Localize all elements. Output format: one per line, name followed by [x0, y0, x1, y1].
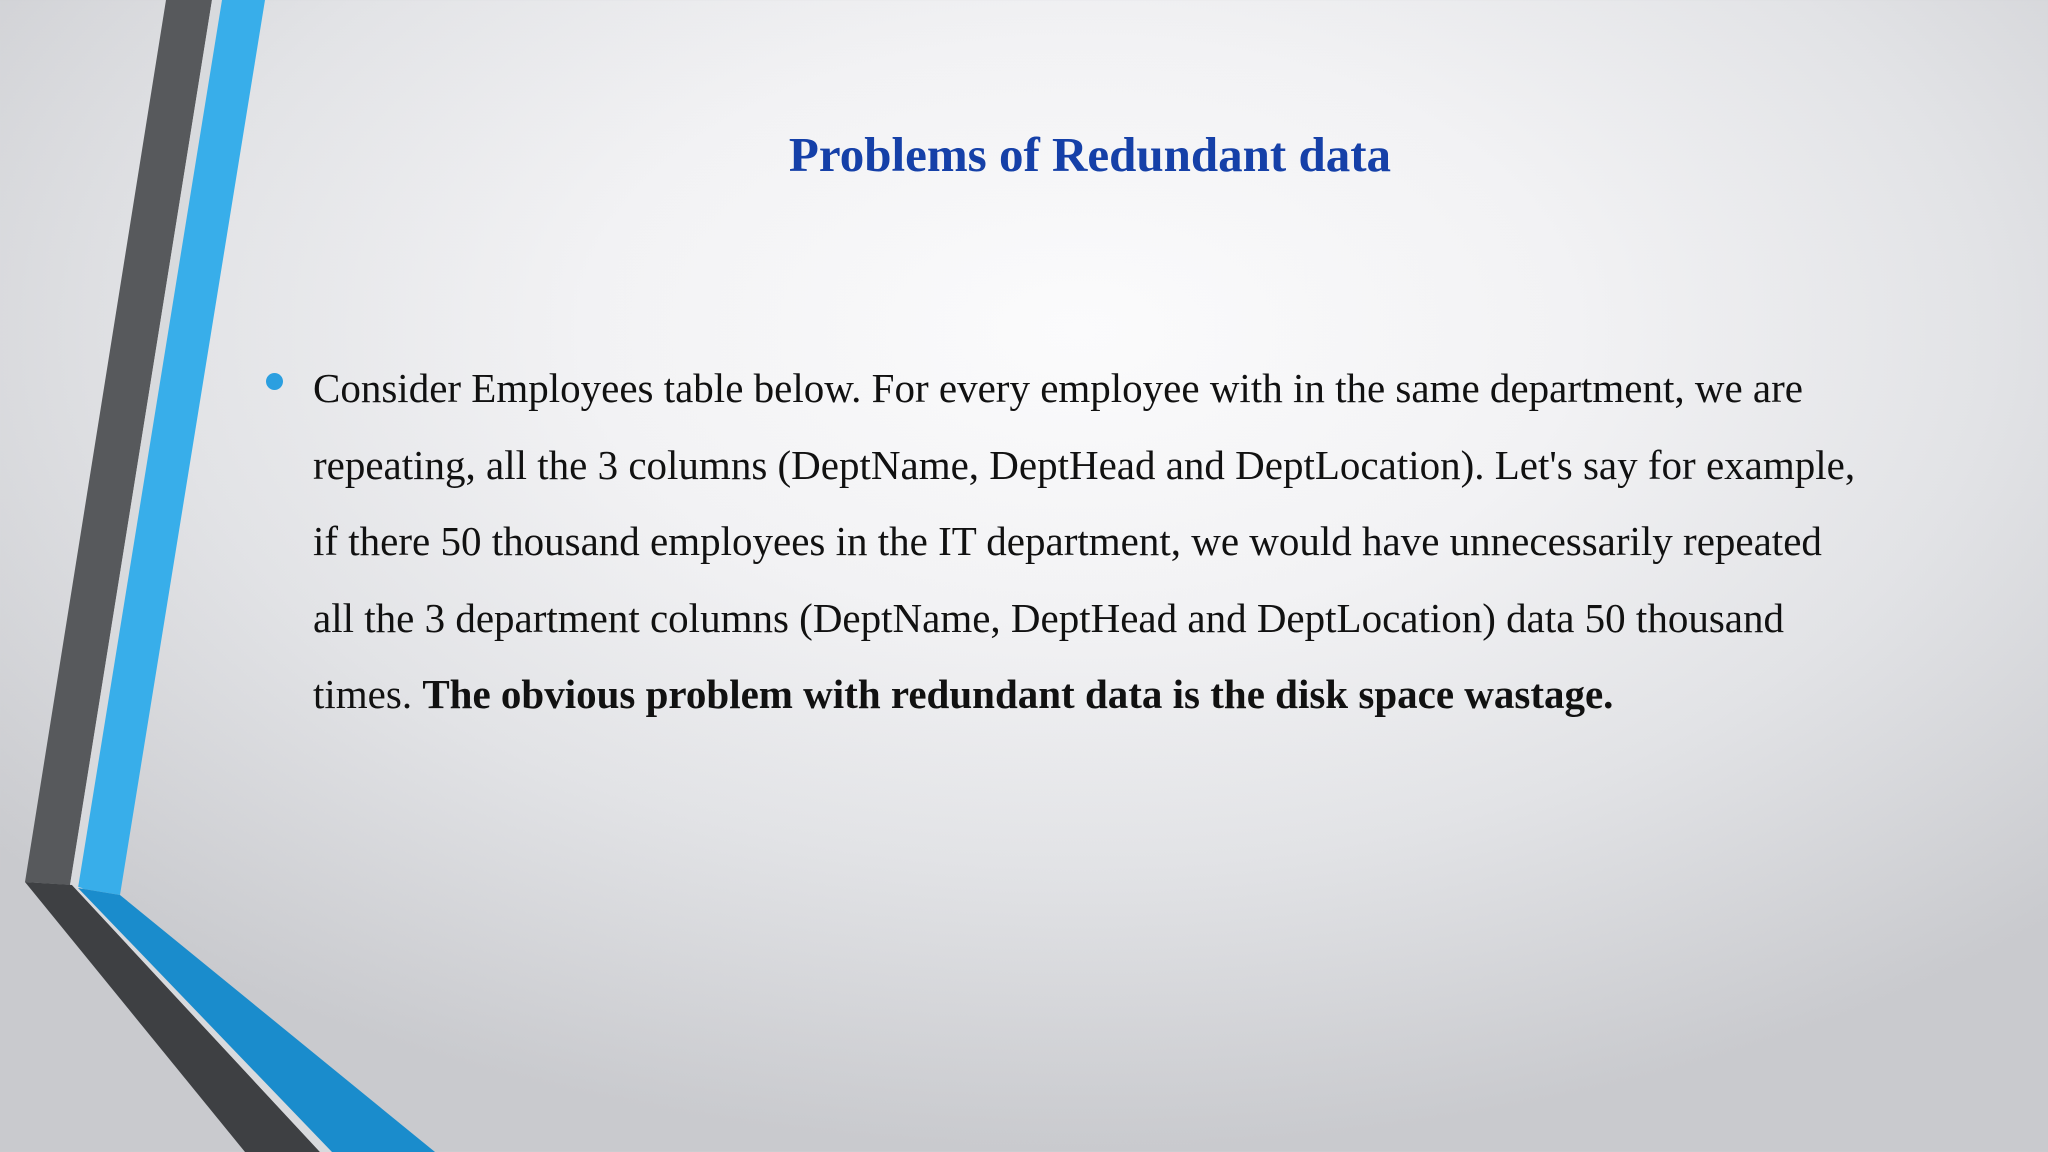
bullet-line: if there 50 thousand employees in the IT department, we would have unnecessarily repeated: [313, 518, 1822, 564]
dark-stripe-diagonal: [25, 882, 320, 1152]
slide-title: Problems of Redundant data: [788, 127, 1392, 182]
bullet-line: all the 3 department columns (DeptName, DeptHead and DeptLocation) data 50 thousand: [313, 594, 1784, 641]
bullet-line-plain: times.: [313, 671, 423, 717]
bullet-line-bold: The obvious problem with redundant data is the disk space wastage.: [422, 671, 1614, 717]
bullet-line-last: [313, 656, 1933, 733]
bullet-line: repeating, all the 3 columns (DeptName, DeptHead and DeptLocation). Let's say for example,: [313, 441, 1856, 488]
bullet-dot-icon: [266, 373, 283, 390]
bullet-line: Consider Employees table below. For every employee with in the same department, we are: [313, 365, 1803, 411]
bullet-paragraph: [313, 350, 1933, 733]
